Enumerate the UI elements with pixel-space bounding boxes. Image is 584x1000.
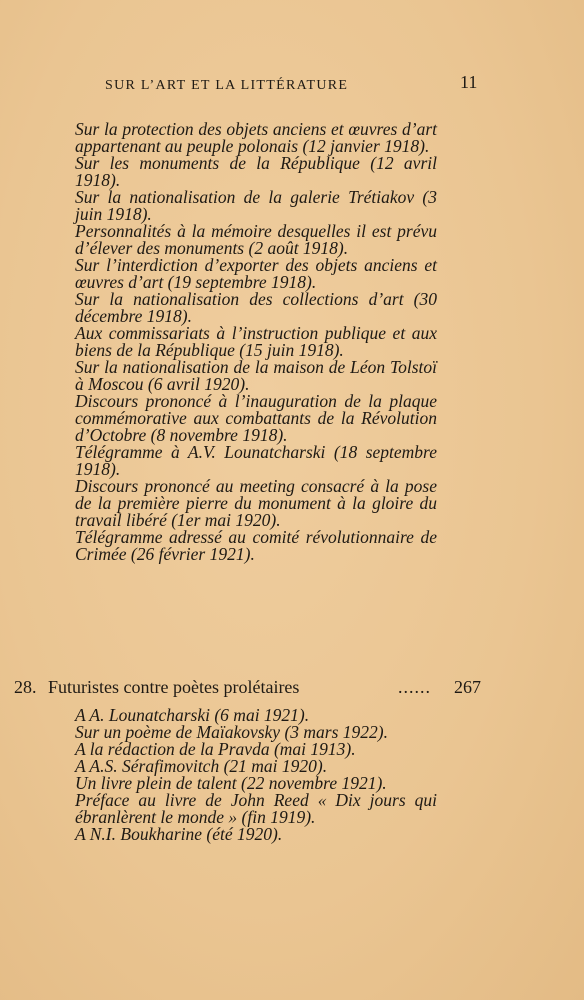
item-text: Télégramme à A.V. Lounatcharski (18 septembre 1918). [75,442,437,479]
item-text: Un livre plein de talent (22 novembre 1921). [75,773,387,793]
chapter-title: Futuristes contre poètes prolétaires [48,677,300,697]
page-number: 11 [460,72,478,92]
item-text: Discours prononcé au meeting consacré à la pose de la première pierre du monument à la gloire du travail libéré (1er mai 1920). [75,476,437,530]
list-item [0,826,437,843]
list-item [0,155,437,189]
list-item [0,121,437,155]
list-item [0,393,437,444]
item-text: Personnalités à la mémoire desquelles il est prévu d’élever des monuments (2 août 1918). [75,221,437,258]
list-item [0,223,437,257]
item-text: Sur la nationalisation de la maison de Léon Tolstoï à Moscou (6 avril 1920). [75,357,437,394]
list-item [0,359,437,393]
list-item [0,478,437,529]
list-item [0,291,437,325]
section-2-list [0,707,584,843]
item-text: Télégramme adressé au comité révolutionnaire de Crimée (26 février 1921). [75,527,437,564]
item-text: A A. Lounatcharski (6 mai 1921). [75,705,310,725]
list-item [0,444,437,478]
running-head-title: SUR L’ART ET LA LITTÉRATURE [105,78,349,93]
chapter-number: 28. [14,677,37,697]
item-text: Préface au livre de John Reed « Dix jours qui ébranlèrent le monde » (fin 1919). [75,790,437,827]
section-1-list [0,121,584,563]
list-item [0,792,437,826]
list-item [0,257,437,291]
item-text: A N.I. Boukharine (été 1920). [75,824,283,844]
item-text: Sur les monuments de la République (12 avril 1918). [75,153,437,190]
dot-leader: ...... [398,677,431,697]
item-text: Sur la nationalisation de la galerie Trétiakov (3 juin 1918). [75,187,437,224]
list-item [0,189,437,223]
item-text: A la rédaction de la Pravda (mai 1913). [75,739,356,759]
item-text: Discours prononcé à l’inauguration de la plaque commémorative aux combattants de la Révolution d’Octobre (8 novembre 1918). [75,391,437,445]
item-text: Aux commissariats à l’instruction publique et aux biens de la République (15 juin 1918). [75,323,437,360]
chapter-page-number: 267 [454,677,481,697]
item-text: Sur la nationalisation des collections d’art (30 décembre 1918). [75,289,437,326]
item-text: Sur un poème de Maïakovsky (3 mars 1922). [75,722,388,742]
list-item [0,529,437,563]
list-item [0,325,437,359]
item-text: Sur l’interdiction d’exporter des objets anciens et œuvres d’art (19 septembre 1918). [75,255,437,292]
item-text: A A.S. Sérafimovitch (21 mai 1920). [75,756,328,776]
item-text: Sur la protection des objets anciens et œuvres d’art appartenant au peuple polonais (12 janvier 1918). [75,119,437,156]
